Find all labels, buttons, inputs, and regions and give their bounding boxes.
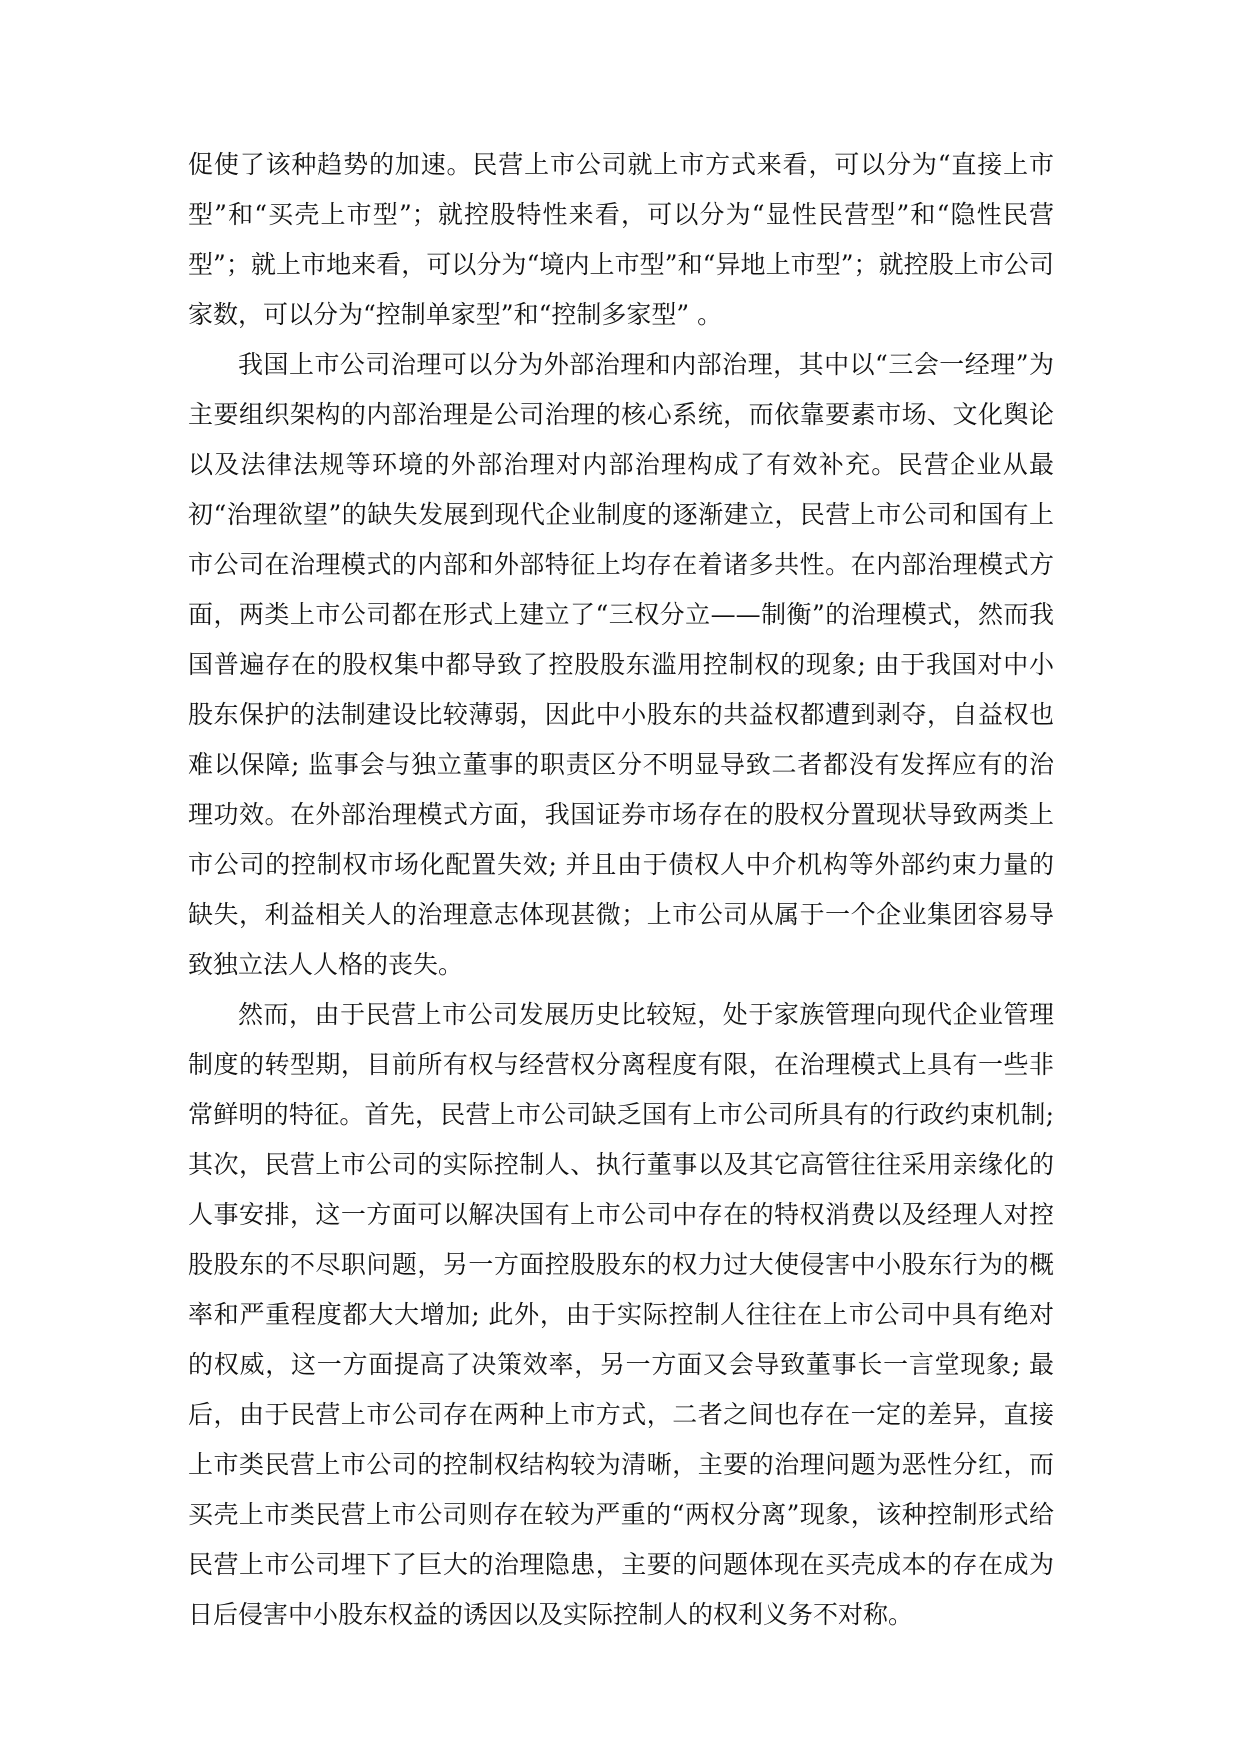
paragraph-governance-overview: 我国上市公司治理可以分为外部治理和内部治理，其中以“三会一经理”为主要组织架构的内部治理是公司治理的核心系统，而依靠要素市场、文化舆论以及法律法规等环境的外部治理对内部治理构成了有效补充。民营企业从最初“治理欲望”的缺失发展到现代企业制度的逐渐建立，民营上市公司和国有上市公司在治理模式的内部和外部特征上均存在着诸多共性。在内部治理模式方面，两类上市公司都在形式上建立了“三权分立——制衡”的治理模式，然而我国普遍存在的股权集中都导致了控股股东滥用控制权的现象; 由于我国对中小股东保护的法制建设比较薄弱，因此中小股东的共益权都遭到剥夺，自益权也难以保障; 监事会与独立董事的职责区分不明显导致二者都没有发挥应有的治理功效。在外部治理模式方面，我国证券市场存在的股权分置现状导致两类上市公司的控制权市场化配置失效; 并且由于债权人中介机构等外部约束力量的缺失，利益相关人的治理意志体现甚微；上市公司从属于一个企业集团容易导致独立法人人格的丧失。 — [188, 350, 1054, 979]
paragraph-continuation: 促使了该种趋势的加速。民营上市公司就上市方式来看，可以分为“直接上市型”和“买壳上市型”；就控股特性来看，可以分为“显性民营型”和“隐性民营型”；就上市地来看，可以分为“境内上市型”和“异地上市型”；就控股上市公司家数，可以分为“控制单家型”和“控制多家型” 。 — [188, 150, 1054, 329]
document-body — [188, 140, 1054, 1640]
paragraph-private-company-features: 然而，由于民营上市公司发展历史比较短，处于家族管理向现代企业管理制度的转型期，目前所有权与经营权分离程度有限，在治理模式上具有一些非常鲜明的特征。首先，民营上市公司缺乏国有上市公司所具有的行政约束机制; 其次，民营上市公司的实际控制人、执行董事以及其它高管往往采用亲缘化的人事安排，这一方面可以解决国有上市公司中存在的特权消费以及经理人对控股股东的不尽职问题，另一方面控股股东的权力过大使侵害中小股东行为的概率和严重程度都大大增加; 此外，由于实际控制人往往在上市公司中具有绝对的权威，这一方面提高了决策效率，另一方面又会导致董事长一言堂现象; 最后，由于民营上市公司存在两种上市方式，二者之间也存在一定的差异，直接上市类民营上市公司的控制权结构较为清晰，主要的治理问题为恶性分红，而买壳上市类民营上市公司则存在较为严重的“两权分离”现象，该种控制形式给民营上市公司埋下了巨大的治理隐患，主要的问题体现在买壳成本的存在成为日后侵害中小股东权益的诱因以及实际控制人的权利义务不对称。 — [188, 1000, 1054, 1629]
